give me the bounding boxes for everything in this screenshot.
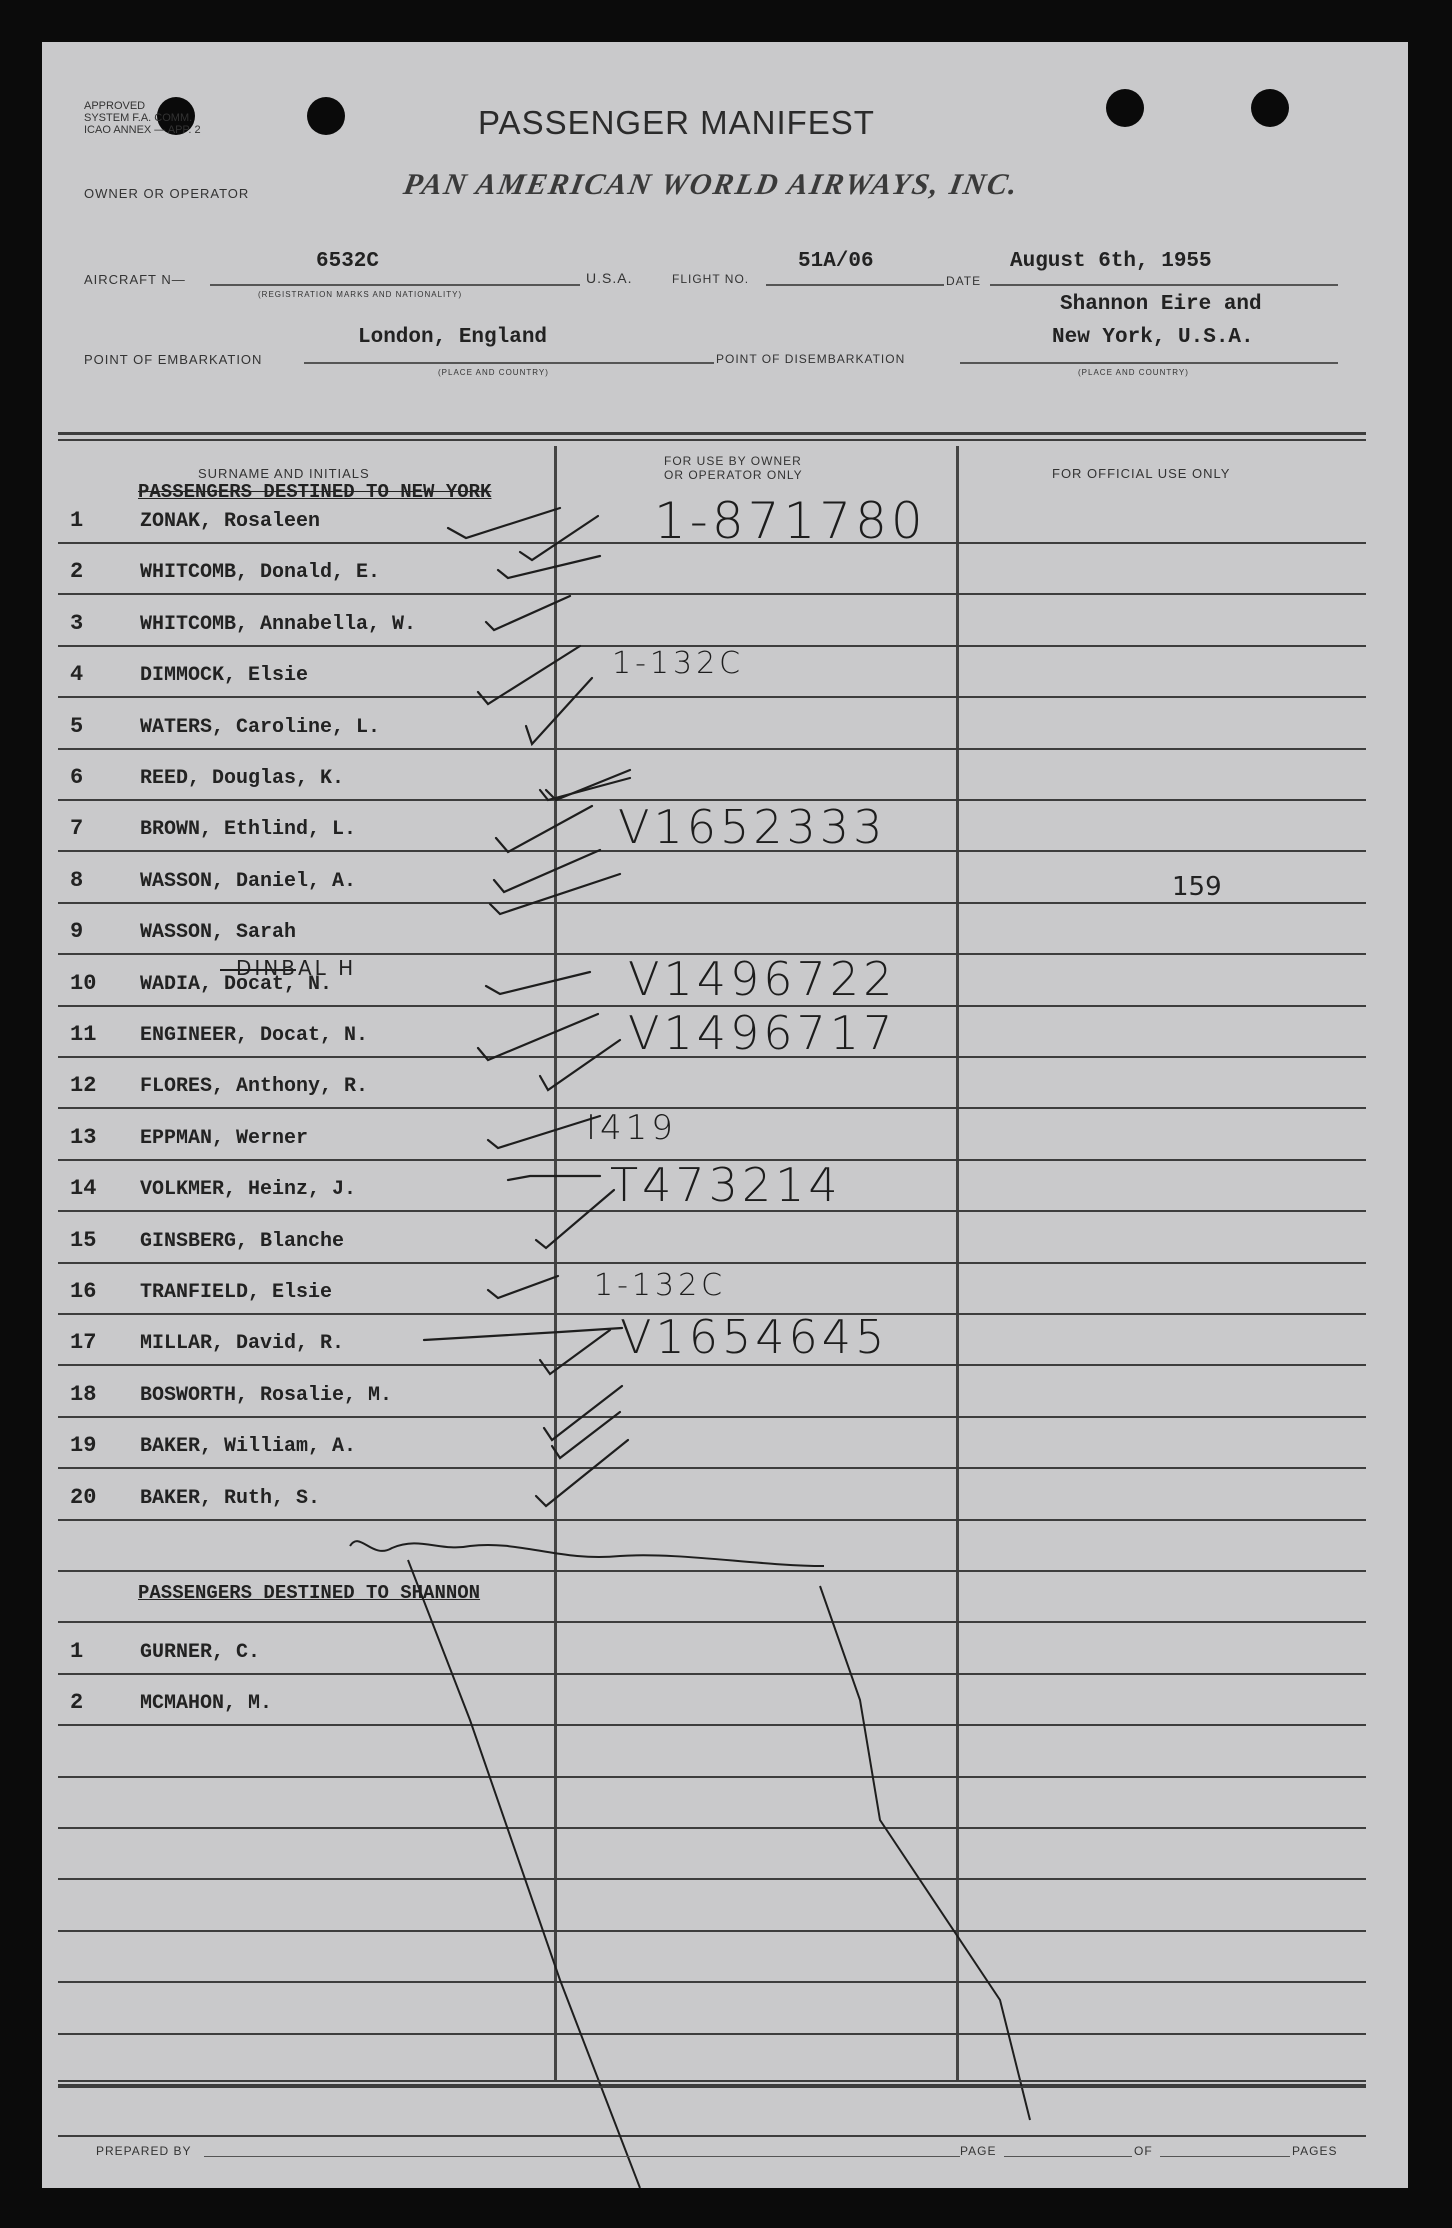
column-header-surname: SURNAME AND INITIALS bbox=[198, 466, 370, 481]
embark-caption: (PLACE AND COUNTRY) bbox=[438, 368, 549, 377]
passenger-number: 18 bbox=[70, 1382, 97, 1407]
handwritten-number: V1496722 bbox=[628, 952, 897, 1006]
passenger-name: GINSBERG, Blanche bbox=[140, 1230, 345, 1253]
approval-line: APPROVED bbox=[84, 100, 146, 112]
passenger-name: TRANFIELD, Elsie bbox=[140, 1281, 333, 1304]
passenger-name: REED, Douglas, K. bbox=[140, 767, 345, 790]
passenger-number: 4 bbox=[70, 662, 84, 687]
passenger-name: ENGINEER, Docat, N. bbox=[140, 1024, 369, 1047]
column-header-owner-2: OR OPERATOR ONLY bbox=[664, 468, 803, 482]
passenger-number: 2 bbox=[70, 559, 84, 584]
passenger-name: DIMMOCK, Elsie bbox=[140, 664, 309, 687]
section-heading-shannon: PASSENGERS DESTINED TO SHANNON bbox=[138, 1582, 481, 1604]
page-title: PASSENGER MANIFEST bbox=[478, 104, 875, 141]
approval-line: ICAO ANNEX — APP. 2 bbox=[84, 124, 201, 136]
check-marks bbox=[424, 508, 630, 1506]
passenger-number: 19 bbox=[70, 1433, 97, 1458]
passenger-name: WATERS, Caroline, L. bbox=[140, 716, 381, 739]
pages-label: PAGES bbox=[1292, 2144, 1338, 2158]
prepared-by-label: PREPARED BY bbox=[96, 2144, 192, 2158]
embark-label: POINT OF EMBARKATION bbox=[84, 352, 263, 367]
passenger-number: 11 bbox=[70, 1022, 97, 1047]
passenger-name: BAKER, Ruth, S. bbox=[140, 1487, 321, 1510]
passenger-number: 1 bbox=[70, 1639, 84, 1664]
handwritten-number: V1652333 bbox=[618, 800, 887, 854]
handwritten-number: T473214 bbox=[610, 1158, 842, 1212]
passenger-number: 10 bbox=[70, 971, 97, 996]
aircraft-label: AIRCRAFT N— bbox=[84, 272, 186, 287]
passenger-number: 20 bbox=[70, 1485, 97, 1510]
owner-label: OWNER OR OPERATOR bbox=[84, 186, 250, 201]
passenger-name: WHITCOMB, Donald, E. bbox=[140, 561, 381, 584]
handwritten-number: 1-132C bbox=[594, 1268, 727, 1303]
disembark-value-1: Shannon Eire and bbox=[1060, 293, 1262, 316]
passenger-name: WADIA, Docat, N. bbox=[140, 973, 333, 996]
table-bottom-rule bbox=[58, 2080, 1366, 2082]
table-bottom-rule bbox=[58, 2086, 1366, 2088]
passenger-number: 14 bbox=[70, 1176, 97, 1201]
section-heading-new-york: PASSENGERS DESTINED TO NEW YORK bbox=[138, 481, 492, 503]
passenger-name: EPPMAN, Werner bbox=[140, 1127, 309, 1150]
passenger-number: 1 bbox=[70, 508, 84, 533]
passenger-number: 3 bbox=[70, 611, 84, 636]
passenger-name: WASSON, Sarah bbox=[140, 921, 297, 944]
handwritten-number: V1654645 bbox=[620, 1310, 889, 1364]
approval-line: SYSTEM F.A. COMM. bbox=[84, 112, 193, 124]
passenger-number: 12 bbox=[70, 1073, 97, 1098]
passenger-number: 6 bbox=[70, 765, 84, 790]
passenger-name: BAKER, William, A. bbox=[140, 1435, 357, 1458]
passenger-name: MCMAHON, M. bbox=[140, 1692, 273, 1715]
passenger-number: 15 bbox=[70, 1228, 97, 1253]
official-note: 159 bbox=[1172, 872, 1222, 902]
passenger-name: FLORES, Anthony, R. bbox=[140, 1075, 369, 1098]
disembark-value-2: New York, U.S.A. bbox=[1052, 326, 1254, 349]
aircraft-value: 6532C bbox=[316, 250, 380, 273]
underline bbox=[1160, 2156, 1290, 2157]
passenger-name: GURNER, C. bbox=[140, 1641, 261, 1664]
passenger-name: WHITCOMB, Annabella, W. bbox=[140, 613, 417, 636]
usa-label: U.S.A. bbox=[586, 270, 633, 286]
disembark-label: POINT OF DISEMBARKATION bbox=[716, 352, 906, 366]
page-label: PAGE bbox=[960, 2144, 997, 2158]
of-label: OF bbox=[1134, 2144, 1153, 2158]
flight-value: 51A/06 bbox=[798, 250, 874, 273]
passenger-number: 5 bbox=[70, 714, 84, 739]
passenger-name: BROWN, Ethlind, L. bbox=[140, 818, 357, 841]
embark-value: London, England bbox=[358, 326, 548, 349]
registration-caption: (REGISTRATION MARKS AND NATIONALITY) bbox=[258, 290, 463, 299]
underline bbox=[1004, 2156, 1132, 2157]
passenger-number: 13 bbox=[70, 1125, 97, 1150]
column-header-official: FOR OFFICIAL USE ONLY bbox=[1052, 466, 1231, 481]
handwritten-number: 1-871780 bbox=[654, 492, 927, 550]
flight-label: FLIGHT NO. bbox=[672, 272, 750, 286]
scribble-lines bbox=[220, 970, 1030, 2188]
underline bbox=[204, 2156, 960, 2157]
passenger-number: 2 bbox=[70, 1690, 84, 1715]
passenger-name: VOLKMER, Heinz, J. bbox=[140, 1178, 357, 1201]
date-value: August 6th, 1955 bbox=[1010, 250, 1212, 273]
passenger-number: 9 bbox=[70, 919, 84, 944]
handwritten-number: 1-132C bbox=[612, 646, 745, 681]
passenger-number: 7 bbox=[70, 816, 84, 841]
airline-name: PAN AMERICAN WORLD AIRWAYS, INC. bbox=[401, 168, 1022, 201]
handwritten-number: I419 bbox=[586, 1108, 677, 1148]
passenger-name: WASSON, Daniel, A. bbox=[140, 870, 357, 893]
passenger-name: BOSWORTH, Rosalie, M. bbox=[140, 1384, 393, 1407]
wadia-correction: DINBAL H bbox=[236, 956, 357, 980]
passenger-name: MILLAR, David, R. bbox=[140, 1332, 345, 1355]
passenger-number: 17 bbox=[70, 1330, 97, 1355]
passenger-name: ZONAK, Rosaleen bbox=[140, 510, 321, 533]
passenger-number: 8 bbox=[70, 868, 84, 893]
passenger-number: 16 bbox=[70, 1279, 97, 1304]
column-header-owner-1: FOR USE BY OWNER bbox=[664, 454, 802, 468]
disembark-caption: (PLACE AND COUNTRY) bbox=[1078, 368, 1189, 377]
handwritten-number: V1496717 bbox=[628, 1006, 897, 1060]
date-label: DATE bbox=[946, 274, 982, 288]
